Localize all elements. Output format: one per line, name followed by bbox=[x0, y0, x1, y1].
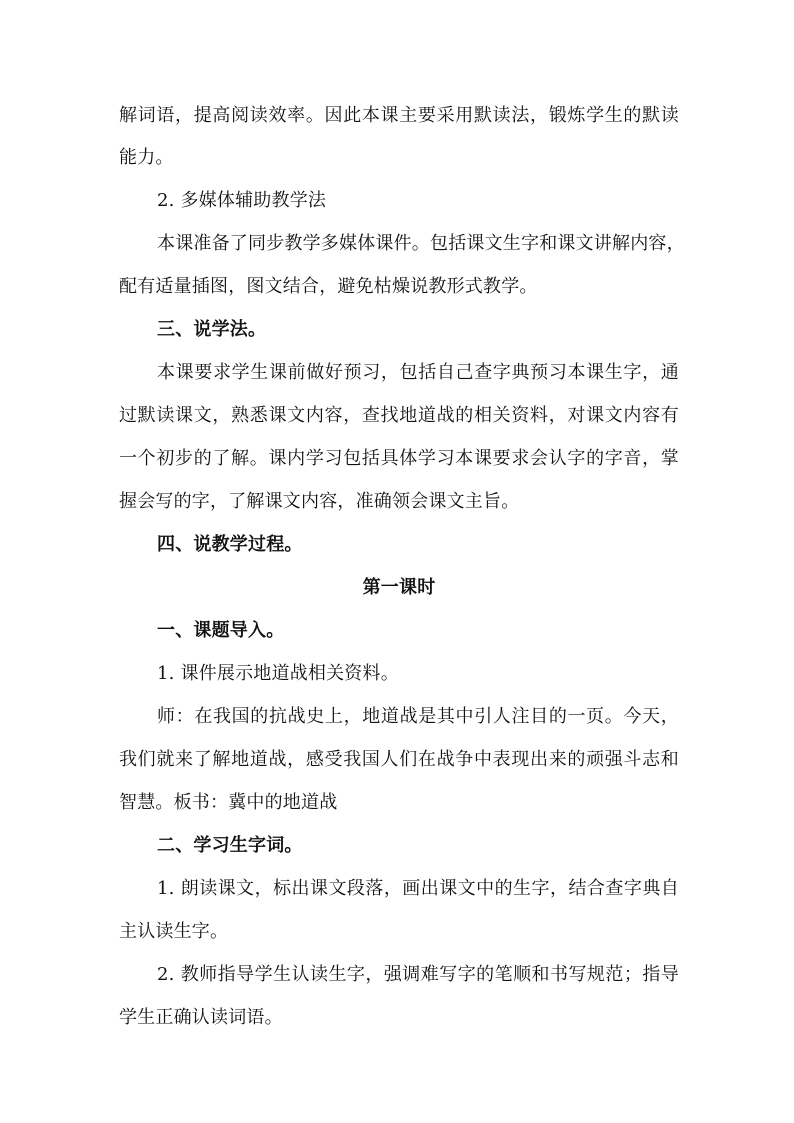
paragraph-line: 学生正确认读词语。 bbox=[119, 1007, 283, 1028]
paragraph-line: 一个初步的了解。课内学习包括具体学习本课要求会认字的字音，掌 bbox=[119, 448, 679, 469]
lesson-title: 第一课时 bbox=[362, 577, 436, 598]
section-heading: 二、学习生字词。 bbox=[157, 835, 303, 856]
paragraph-line: 本课准备了同步教学多媒体课件。包括课文生字和课文讲解内容， bbox=[157, 233, 685, 254]
section-item-heading: 2. 多媒体辅助教学法 bbox=[157, 190, 327, 211]
paragraph-line: 本课要求学生课前做好预习，包括自己查字典预习本课生字，通 bbox=[157, 362, 679, 383]
paragraph-line: 解词语，提高阅读效率。因此本课主要采用默读法，锻炼学生的默读 bbox=[119, 105, 679, 126]
paragraph-line: 能力。 bbox=[119, 147, 174, 168]
section-heading: 三、说学法。 bbox=[157, 319, 267, 340]
paragraph-line: 师：在我国的抗战史上，地道战是其中引人注目的一页。今天， bbox=[157, 706, 679, 727]
section-heading: 四、说教学过程。 bbox=[157, 534, 303, 555]
section-heading: 一、课题导入。 bbox=[157, 620, 285, 641]
list-item: 2. 教师指导学生认读生字，强调难写字的笔顺和书写规范；指导 bbox=[157, 964, 679, 985]
paragraph-line: 过默读课文，熟悉课文内容，查找地道战的相关资料，对课文内容有 bbox=[119, 405, 679, 426]
paragraph-line: 握会写的字，了解课文内容，准确领会课文主旨。 bbox=[119, 491, 520, 512]
list-item: 1. 课件展示地道战相关资料。 bbox=[157, 663, 399, 684]
paragraph-line: 智慧。板书：冀中的地道战 bbox=[119, 792, 338, 813]
paragraph-line: 主认读生字。 bbox=[119, 921, 229, 942]
list-item: 1. 朗读课文，标出课文段落，画出课文中的生字，结合查字典自 bbox=[157, 878, 679, 899]
paragraph-line: 我们就来了解地道战，感受我国人们在战争中表现出来的顽强斗志和 bbox=[119, 749, 679, 770]
paragraph-line: 配有适量插图，图文结合，避免枯燥说教形式教学。 bbox=[119, 276, 538, 297]
